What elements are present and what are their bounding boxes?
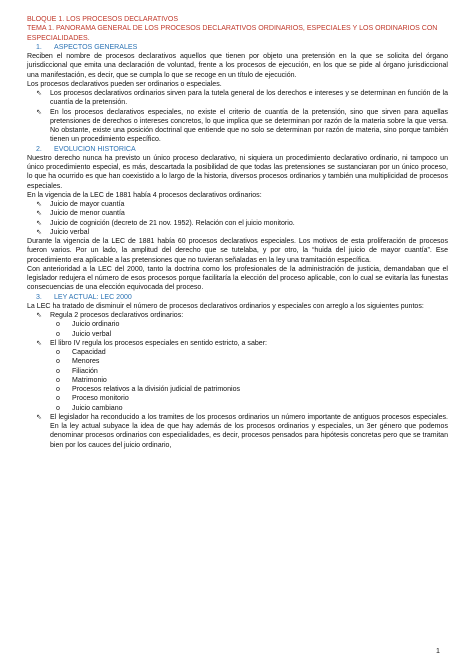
sub-list-item [27, 320, 448, 329]
sub-list-item-text: Capacidad [72, 349, 106, 356]
list-item-text: Juicio de mayor cuantía [50, 201, 125, 208]
sub-list-item-text: Menores [72, 358, 100, 366]
bullet-arrow-icon: ⇖ [36, 201, 42, 208]
sub-list-item-text: Juicio ordinario [72, 321, 120, 329]
section-title: LEY ACTUAL: LEC 2000 [54, 293, 132, 301]
circle-bullet-icon: o [56, 367, 60, 375]
topic-title-line-1: TEMA 1. PANORAMA GENERAL DE LOS PROCESOS DECLARATIVOS ORDINARIOS, ESPECIALES Y LOS ORDINARIOS CON [27, 25, 438, 33]
circle-bullet-icon: o [56, 386, 60, 393]
list-item-text: Regula 2 procesos declarativos ordinarios: [50, 312, 184, 319]
list-item [27, 339, 448, 348]
bullet-arrow-icon: ⇖ [36, 228, 42, 236]
sub-list-item [27, 385, 448, 394]
bullet-arrow-icon: ⇖ [36, 108, 42, 116]
section-number: 1. [36, 43, 42, 51]
section-heading-1 [27, 43, 448, 52]
sub-list-item [27, 404, 448, 413]
sub-list-item-text: Proceso monitorio [72, 395, 129, 403]
bullet-arrow-icon: ⇖ [36, 312, 42, 319]
list-item [27, 413, 448, 450]
section-title: EVOLUCION HISTORICA [54, 145, 136, 153]
circle-bullet-icon: o [56, 321, 60, 329]
bullet-arrow-icon: ⇖ [36, 339, 42, 347]
topic-title-line-2: ESPECIALIDADES. [27, 34, 90, 42]
circle-bullet-icon: o [56, 404, 60, 412]
bullet-arrow-icon: ⇖ [36, 413, 42, 421]
circle-bullet-icon: o [56, 376, 60, 384]
sub-list-item [27, 367, 448, 376]
circle-bullet-icon: o [56, 349, 60, 356]
section-title: ASPECTOS GENERALES [54, 43, 138, 51]
sub-list-item [27, 376, 448, 385]
list-item-text: Juicio de cognición (decreto de 21 nov. 1952). Relación con el juicio monitorio. [50, 219, 295, 227]
list-item [27, 219, 448, 228]
list-item-text: Juicio de menor cuantía [50, 210, 125, 218]
bullet-arrow-icon: ⇖ [36, 90, 42, 97]
paragraph: Durante la vigencia de la LEC de 1881 había 60 procesos declarativos especiales. Los motivos de esta proliferación de procesos fueron varios. Por un lado, la amplitud del derecho que se tutelaba, y por otro, la “huida del juicio de mayor cuantía”. Ese procedimiento era aplicable a las pretensiones que no tuvieran señaladas en la ley una tramitación específica. [27, 238, 448, 264]
list-item [27, 311, 448, 320]
list-item-text: El libro IV regula los procesos especiales en sentido estricto, a saber: [50, 339, 268, 347]
paragraph: Reciben el nombre de procesos declarativos aquellos que tienen por objeto una pretensión en la que se solicita del órgano jurisdiccional que emita una declaración de voluntad, frente a los procesos de ejecución, en los que se pide al órgano jurisdiccional una manifestación, es decir, que se cumpla lo que se recoge en un título de ejecución. [27, 53, 448, 79]
block-title: BLOQUE 1. LOS PROCESOS DECLARATIVOS [27, 16, 179, 23]
sub-list-item [27, 394, 448, 403]
list-item [27, 228, 448, 237]
page-number: 1 [436, 648, 440, 655]
sub-list-item-text: Juicio verbal [72, 330, 112, 338]
paragraph: Los procesos declarativos pueden ser ordinarios o especiales. [27, 80, 222, 88]
sub-list-item [27, 348, 448, 357]
paragraph: En la vigencia de la LEC de 1881 había 4 procesos declarativos ordinarios: [27, 191, 262, 199]
section-number: 3. [36, 293, 42, 301]
circle-bullet-icon: o [56, 358, 60, 366]
list-item [27, 209, 448, 218]
sub-list-item-text: Procesos relativos a la división judicial de patrimonios [72, 386, 241, 393]
list-item [27, 108, 448, 145]
section-heading-2 [27, 145, 448, 154]
list-item-text: El legislador ha reconducido a los tramites de los procesos ordinarios un número importante de antiguos procesos especiales. En la ley actual subyace la idea de que hay además de los procesos ordinarios y especiales, un 3er género que podemos denominar procesos ordinarios con especialidades, es decir, procesos pensados para hipótesis concretas pero que se tramitan bien por los cauces del juicio ordinario, [50, 413, 448, 449]
list-item [27, 89, 448, 108]
circle-bullet-icon: o [56, 330, 60, 338]
list-item-text: Los procesos declarativos ordinarios sirven para la tutela general de los derechos e intereses y se determinan en función de la cuantía de la pretensión. [50, 90, 448, 107]
sub-list-item [27, 357, 448, 366]
bullet-arrow-icon: ⇖ [36, 210, 42, 218]
section-heading-3 [27, 293, 448, 302]
section-number: 2. [36, 145, 42, 153]
sub-list-item-text: Filiación [72, 367, 98, 375]
sub-list-item-text: Juicio cambiano [72, 404, 123, 412]
paragraph: Nuestro derecho nunca ha previsto un único proceso declarativo, ni siquiera un procedimiento declarativo ordinario, ni tampoco un único procedimiento especial, es más, descartada la posibilidad de que todas las pretensiones se sustanciaran por un único proceso, lo que ha ocurrido es que han coexistido a lo largo de la historia, diversos procesos ordinarios y también una multiplicidad de procesos especiales. [27, 154, 448, 190]
sub-list-item-text: Matrimonio [72, 376, 107, 384]
list-item-text: Juicio verbal [50, 228, 90, 236]
paragraph: La LEC ha tratado de disminuir el número de procesos declarativos ordinarios y especiales con arreglo a los siguientes puntos: [27, 302, 424, 310]
circle-bullet-icon: o [56, 395, 60, 403]
sub-list-item [27, 330, 448, 339]
list-item-text: En los procesos declarativos especiales, no existe el criterio de cuantía de la pretensión, sino que sirven para aquellas pretensiones de derechos o intereses concretos, lo que implica que se determinan por razón de la materia sobre la que versa. No obstante, existe una posición doctrinal que entiende que no solo se determinan por razón de materia, sino porque también tienen un procedimiento específico. [50, 108, 448, 144]
bullet-arrow-icon: ⇖ [36, 219, 42, 227]
paragraph: Con anterioridad a la LEC del 2000, tanto la doctrina como los profesionales de la administración de justicia, demandaban que el legislador redujera el número de esos procesos porque facilitaría la elección del proceso aplicable, con lo cual se evitaría las funestas consecuencias de una elección equivocada del proceso. [27, 265, 448, 292]
list-item [27, 200, 448, 209]
